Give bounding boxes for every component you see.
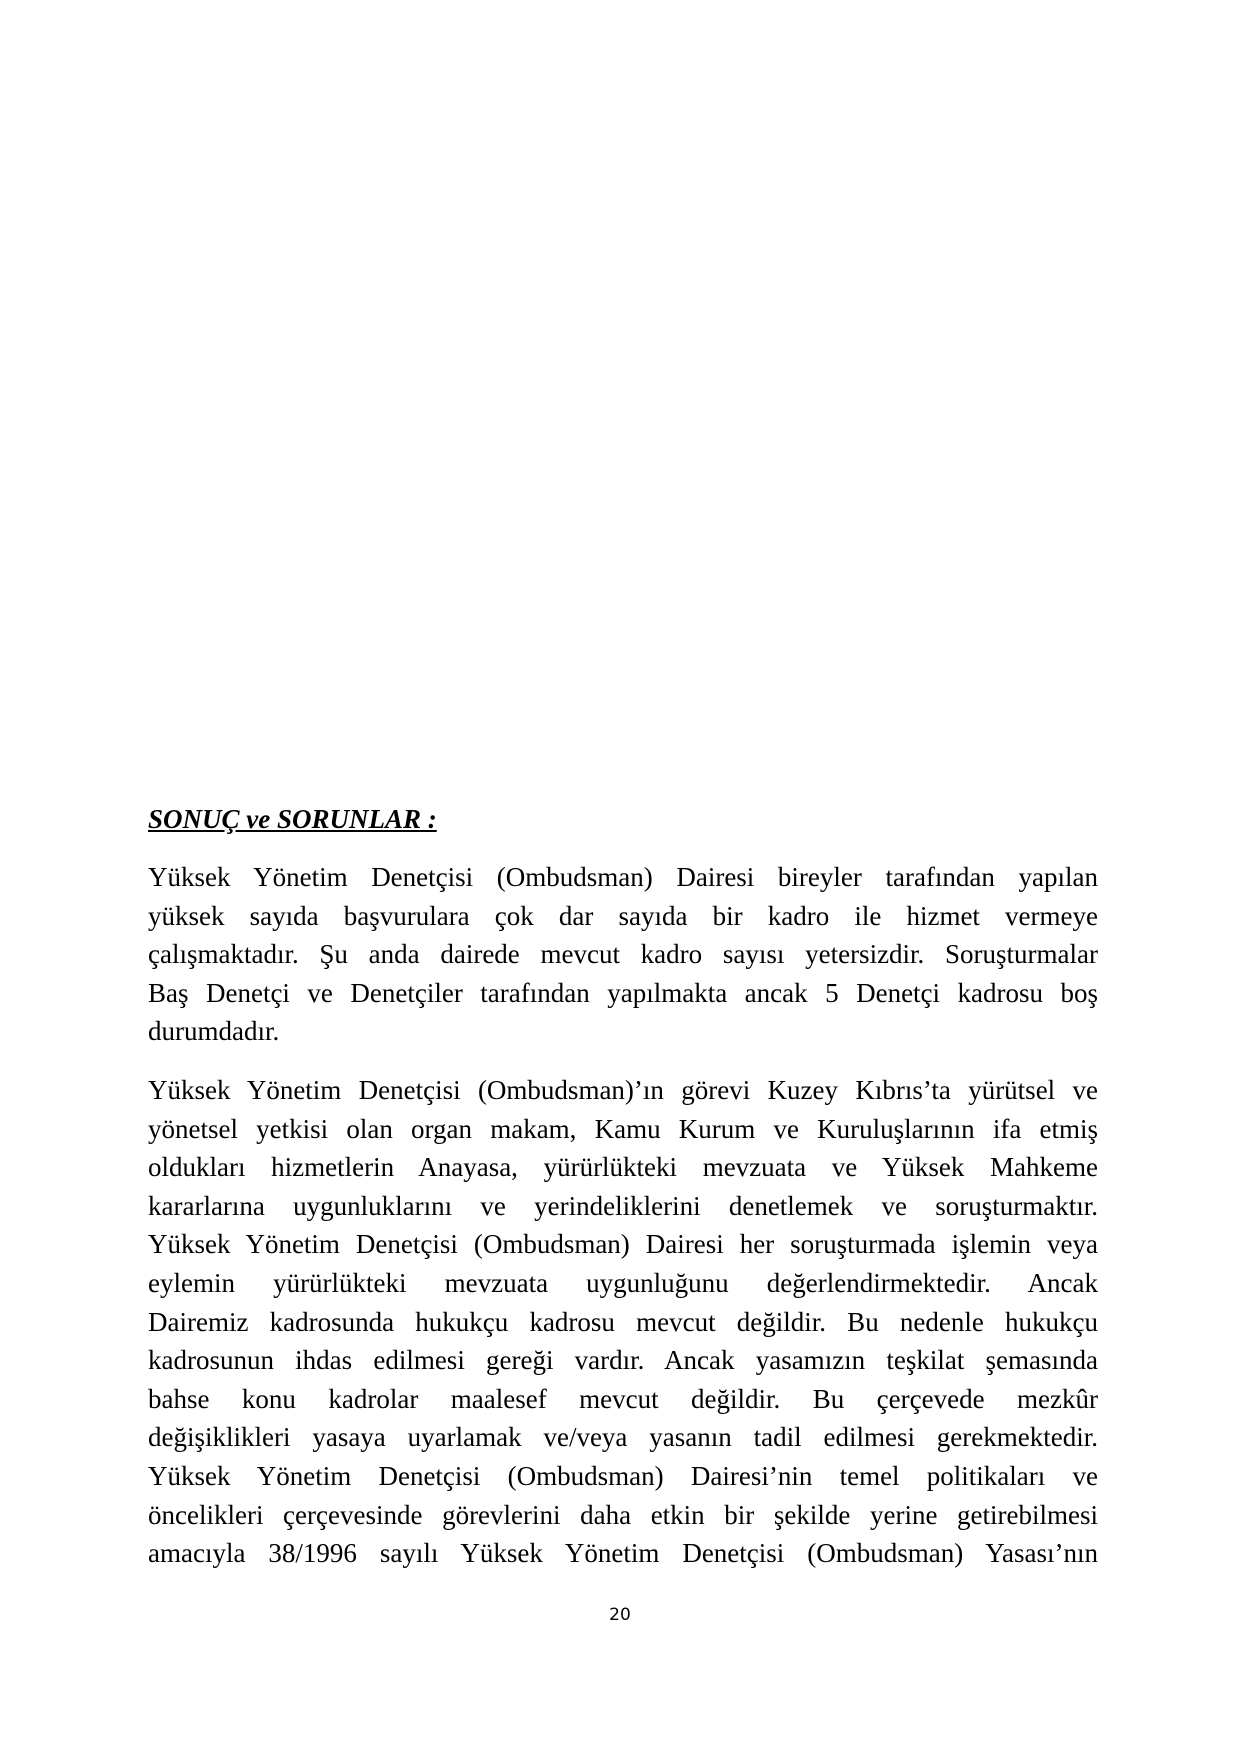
- text-line: amacıyla 38/1996 sayılı Yüksek Yönetim Denetçisi (Ombudsman) Yasası’nın: [148, 1538, 1098, 1569]
- text-line: Yüksek Yönetim Denetçisi (Ombudsman) Dairesi’nin temel politikaları ve: [148, 1460, 1098, 1491]
- text-line: bahse konu kadrolar maalesef mevcut değildir. Bu çerçevede mezkûr: [148, 1383, 1098, 1414]
- text-line: Yüksek Yönetim Denetçisi (Ombudsman)’ın görevi Kuzey Kıbrıs’ta yürütsel ve: [148, 1074, 1098, 1105]
- text-line: Baş Denetçi ve Denetçiler tarafından yapılmakta ancak 5 Denetçi kadrosu boş: [148, 977, 1098, 1008]
- text-line: öncelikleri çerçevesinde görevlerini daha etkin bir şekilde yerine getirebilmesi: [148, 1499, 1098, 1530]
- page-content: [148, 800, 1098, 1593]
- text-line: eylemin yürürlükteki mevzuata uygunluğunu değerlendirmektedir. Ancak: [148, 1267, 1098, 1298]
- text-line: kadrosunun ihdas edilmesi gereği vardır. Ancak yasamızın teşkilat şemasında: [148, 1345, 1098, 1376]
- text-line: durumdadır.: [148, 1016, 280, 1047]
- text-line: kararlarına uygunluklarını ve yerindeliklerini denetlemek ve soruşturmaktır.: [148, 1190, 1098, 1221]
- section-title: SONUÇ ve SORUNLAR :: [148, 804, 437, 834]
- text-line: çalışmaktadır. Şu anda dairede mevcut kadro sayısı yetersizdir. Soruşturmalar: [148, 939, 1098, 970]
- text-line: yüksek sayıda başvurulara çok dar sayıda bir kadro ile hizmet vermeye: [148, 900, 1098, 931]
- text-line: oldukları hizmetlerin Anayasa, yürürlükteki mevzuata ve Yüksek Mahkeme: [148, 1152, 1098, 1183]
- text-line: Dairemiz kadrosunda hukukçu kadrosu mevcut değildir. Bu nedenle hukukçu: [148, 1306, 1098, 1337]
- paragraph-1: [148, 858, 1098, 1051]
- text-line: Yüksek Yönetim Denetçisi (Ombudsman) Dairesi bireyler tarafından yapılan: [148, 862, 1098, 892]
- text-line: değişiklikleri yasaya uyarlamak ve/veya yasanın tadil edilmesi gerekmektedir.: [148, 1422, 1098, 1453]
- text-line: yönetsel yetkisi olan organ makam, Kamu Kurum ve Kuruluşlarının ifa etmiş: [148, 1113, 1098, 1144]
- page-number: 20: [609, 1605, 631, 1625]
- paragraph-2: [148, 1071, 1098, 1573]
- text-line: Yüksek Yönetim Denetçisi (Ombudsman) Dairesi her soruşturmada işlemin veya: [148, 1229, 1098, 1260]
